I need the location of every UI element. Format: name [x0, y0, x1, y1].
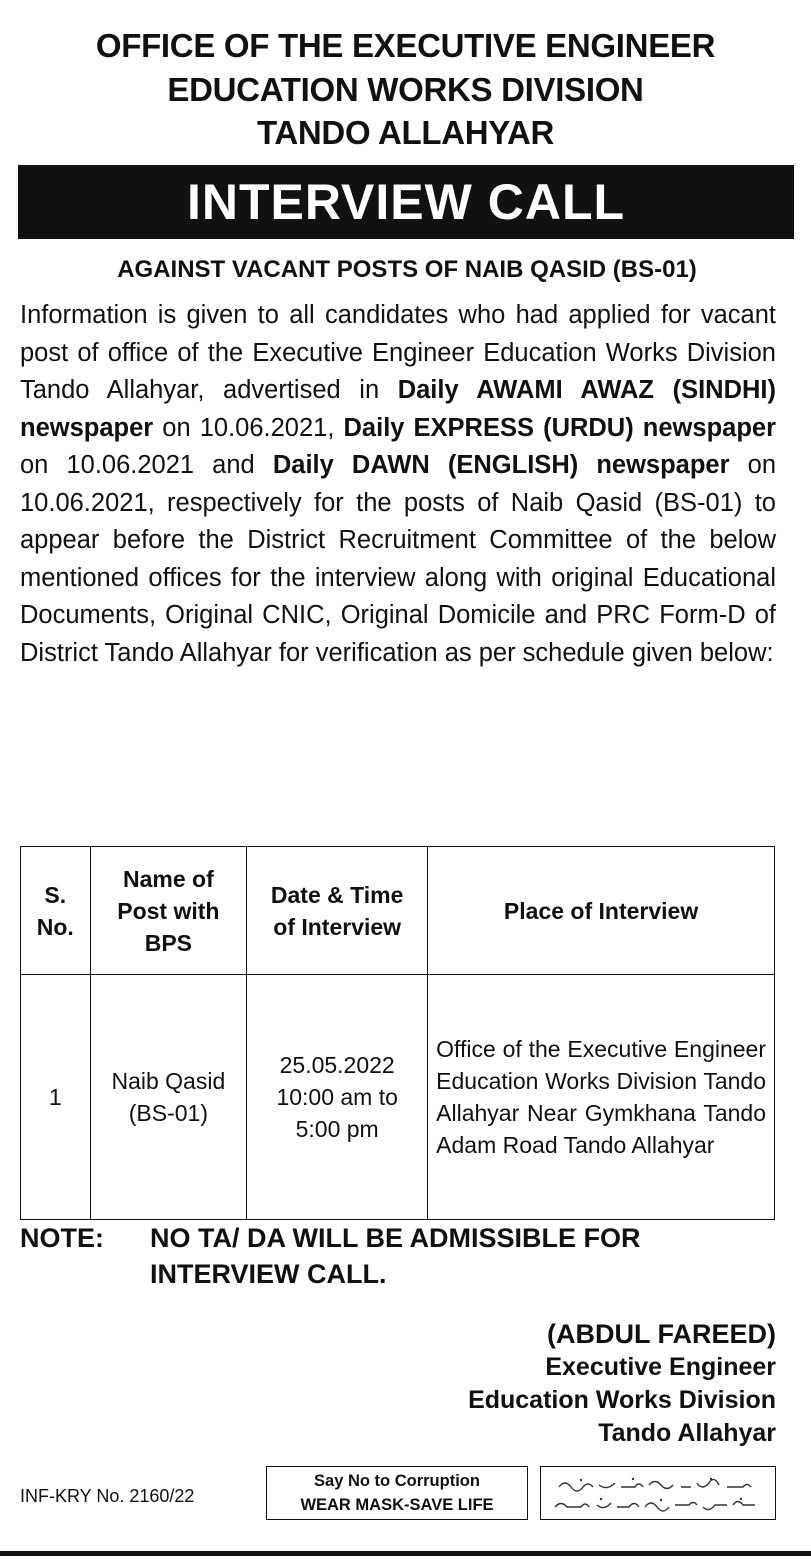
- interview-schedule-table: [20, 846, 775, 1220]
- signatory-name: (ABDUL FAREED): [547, 1319, 776, 1349]
- office-title-line1: OFFICE OF THE EXECUTIVE ENGINEER: [95, 27, 716, 64]
- newspaper-sindhi: Daily AWAMI AWAZ (SINDHI) newspaper: [20, 376, 776, 442]
- slogan-corruption: Say No to Corruption: [314, 1472, 480, 1490]
- header-place: Place of Interview: [428, 847, 775, 975]
- signatory-title1: Executive Engineer: [545, 1353, 776, 1381]
- header-date: Date & Time of Interview: [247, 847, 428, 975]
- newspaper-urdu: Daily EXPRESS (URDU) newspaper: [343, 413, 777, 442]
- signatory-title3: Tando Allahyar: [598, 1419, 776, 1447]
- body-text-2: on 10.06.2021,: [153, 413, 344, 442]
- header-post: Name of Post with BPS: [90, 847, 247, 975]
- office-title-line3: TANDO ALLAHYAR: [256, 114, 555, 151]
- header-sno: S. No.: [21, 847, 91, 975]
- office-title-line2: EDUCATION WORKS DIVISION: [167, 71, 644, 108]
- cell-sno: 1: [21, 975, 91, 1220]
- bottom-rule: [0, 1551, 811, 1556]
- newspaper-english: Daily DAWN (ENGLISH) newspaper: [272, 451, 730, 479]
- urdu-script-graphic: [541, 1467, 777, 1521]
- body-text-4: on 10.06.2021, respectively for the posts of Naib Qasid (BS-01) to appear before the District Recruitment Committee of the below mentioned offices for the interview along with original Educational Documents, Original CNIC, Original Domicile and PRC Form-D of District Tando Allahyar for verification as per schedule given below:: [20, 451, 777, 667]
- note-label: NOTE:: [20, 1223, 104, 1253]
- cell-date: 25.05.2022 10:00 am to 5:00 pm: [247, 975, 428, 1220]
- body-text-3: on 10.06.2021 and: [20, 451, 273, 479]
- slogan-mask: WEAR MASK-SAVE LIFE: [300, 1496, 494, 1514]
- cell-place: Office of the Executive Engineer Education Works Division Tando Allahyar Near Gymkhana Tando Adam Road Tando Allahyar: [428, 975, 775, 1220]
- body-text-1: Information is given to all candidates who had applied for vacant post of office of the Executive Engineer Education Works Division Tando Allahyar, advertised in: [20, 301, 776, 404]
- reference-number: INF-KRY No. 2160/22: [20, 1486, 195, 1506]
- subheading: AGAINST VACANT POSTS OF NAIB QASID (BS-01): [117, 256, 697, 283]
- urdu-slogan-box: [540, 1466, 776, 1520]
- interview-call-banner: INTERVIEW CALL: [18, 165, 794, 239]
- slogan-box: [266, 1466, 528, 1520]
- table-row: [21, 975, 775, 1220]
- signatory-title2: Education Works Division: [468, 1386, 776, 1414]
- cell-post: Naib Qasid (BS-01): [90, 975, 247, 1220]
- table-header-row: [21, 847, 775, 975]
- notice-body: [20, 297, 776, 672]
- note-text: NO TA/ DA WILL BE ADMISSIBLE FOR INTERVIEW CALL.: [150, 1223, 641, 1289]
